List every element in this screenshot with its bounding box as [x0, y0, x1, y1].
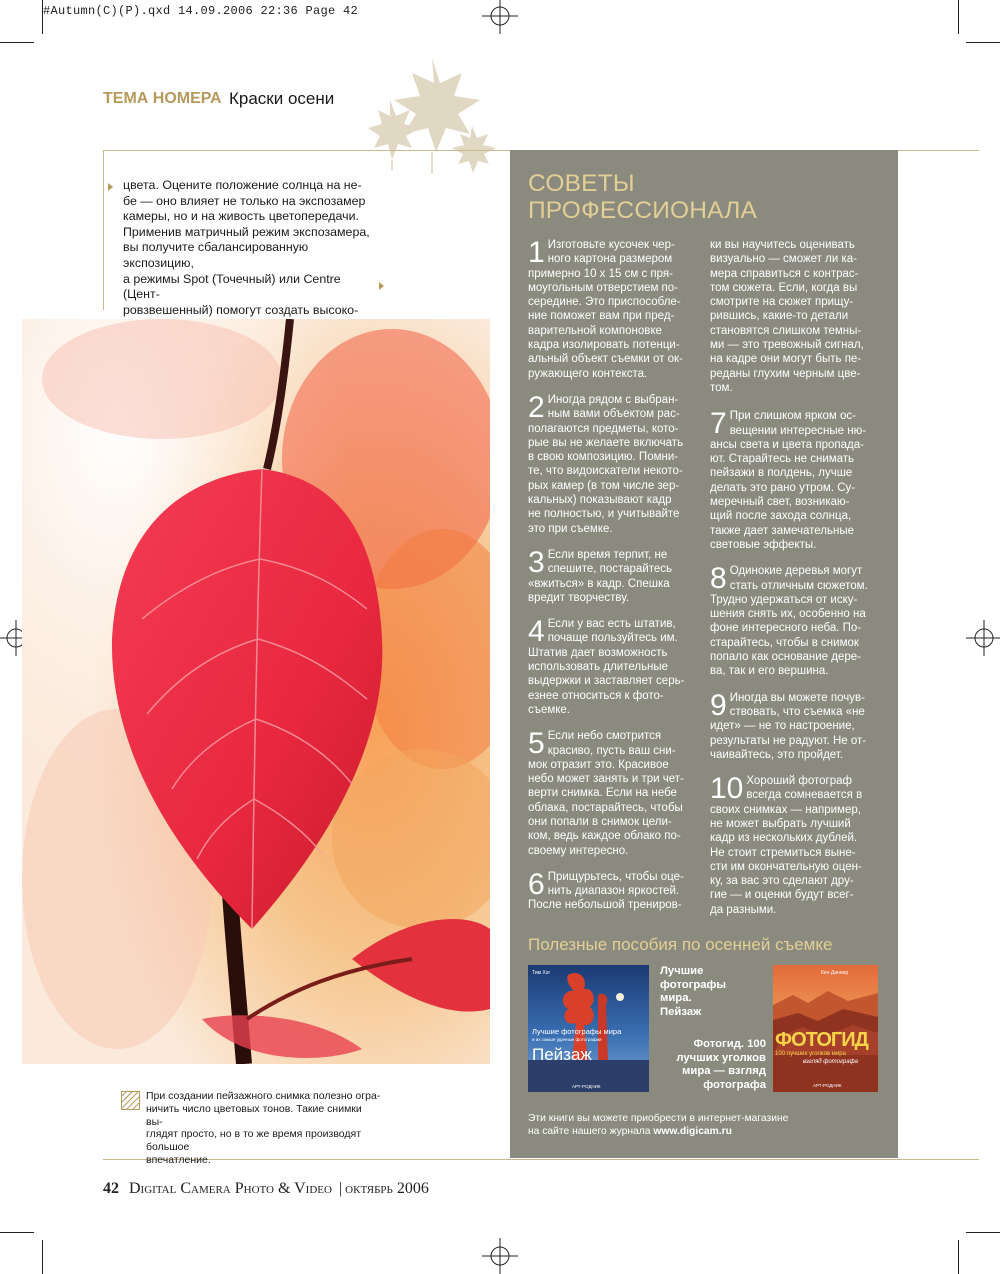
buy-note-line — [528, 1125, 858, 1138]
tip-line: Изготовьте кусочек чер- — [547, 239, 675, 251]
page-footer — [103, 1180, 429, 1198]
tip-line: щий после захода солнца, — [710, 510, 852, 523]
tip-line: кадра изолировать потенци- — [528, 339, 680, 352]
section-label: ТЕМА НОМЕРА — [103, 90, 222, 107]
tip-number: 6 — [528, 867, 545, 901]
book1-label — [660, 965, 760, 1019]
tip-line: пейзажи в полдень, лучше — [710, 467, 853, 480]
book2-cover-sub: взгляд фотографа — [803, 1059, 858, 1065]
tip-line: Не стоит стремиться выне- — [710, 846, 856, 859]
tip-line: выдержки и заставляет серь- — [528, 675, 685, 688]
book2-label-line: Фотогид. 100 — [693, 1038, 766, 1050]
tip-line: мера справиться с контрас- — [710, 267, 859, 280]
tip-line: ние поможет вам при пред- — [528, 310, 675, 323]
buy-note-prefix: на сайте нашего журнала — [528, 1126, 654, 1137]
registration-mark-right-icon — [966, 620, 1000, 656]
tip-line: не полностью, и учитывайте — [528, 508, 680, 521]
tip-line: красиво, пусть ваш сни- — [547, 744, 676, 757]
tip-line: Одинокие деревья могут — [729, 565, 863, 578]
tip-line: ствовать, что съемка «не — [729, 705, 865, 718]
tip-item — [710, 688, 878, 762]
caption-hatch-icon — [121, 1091, 140, 1110]
tip-number: 8 — [710, 562, 727, 596]
tip-line: Иногда рядом с выбран- — [547, 393, 679, 406]
tip-item — [710, 409, 878, 552]
tip-line: моугольным отверстием по- — [528, 281, 678, 294]
tip-line: середине. Это приспособле- — [528, 296, 681, 309]
tip-line: примерно 10 х 15 см с пря- — [528, 267, 673, 280]
tip-line: При слишком ярком ос- — [729, 410, 856, 423]
tip-line: Прищурьтесь, чтобы оце- — [547, 870, 684, 883]
book1-cover-title: Лучшие фотографы мира — [532, 1027, 622, 1036]
tip-line: сти им окончательную оцен- — [710, 860, 862, 873]
tip-line: варительной компоновке — [528, 324, 662, 337]
panel-title — [528, 170, 868, 224]
tip-line: ным вами объектом рас- — [547, 408, 680, 421]
book2-cover-big: ФОТОГИД — [775, 1029, 868, 1051]
buy-note — [528, 1112, 858, 1138]
intro-line: вы получите сбалансированную экспозицию, — [123, 240, 309, 270]
book2-label-line: лучших уголков — [676, 1051, 766, 1064]
book2-publisher: АРТ-РОДНИК — [813, 1083, 842, 1088]
tip-item — [528, 617, 696, 717]
magazine-name: Digital Camera Photo & Video — [129, 1180, 332, 1197]
tip-line: всегда сомневается в — [746, 789, 863, 802]
file-slug: #Autumn(C)(P).qxd 14.09.2006 22:36 Page 42 — [43, 4, 359, 18]
buy-note-line: Эти книги вы можете приобрести в интернет-магазине — [528, 1113, 789, 1124]
tip-item — [528, 729, 696, 858]
tip-line: на кадре они могут быть пе- — [710, 353, 862, 366]
tip-line: рые вы не желаете включать — [528, 436, 684, 449]
registration-mark-bottom-icon — [482, 1238, 518, 1274]
intro-line: бе — оно влияет не только на экспозамер — [123, 193, 366, 208]
book2-label-line: фотографа — [703, 1078, 766, 1091]
site-link[interactable]: www.digicam.ru — [653, 1126, 732, 1137]
tip-line: облака, постарайтесь, чтобы — [528, 801, 683, 814]
tip-line: в свою композицию. Помни- — [528, 451, 679, 464]
book1-label-line: фотографы мира. — [660, 978, 727, 1004]
tip-line: не может выбрать лучший — [710, 817, 851, 830]
tip-line: также дает замечательные — [710, 524, 855, 537]
tip-line: езнее относиться к фото- — [528, 689, 664, 702]
tip-line: ку, за вас это сделают дру- — [710, 875, 854, 888]
tip-line: Если небо смотрится — [547, 730, 662, 743]
registration-mark-top-icon — [482, 0, 518, 34]
book1-publisher: АРТ-РОДНИК — [572, 1084, 601, 1089]
book1-cover-subtitle: и их самые удачные фотографии — [532, 1037, 602, 1042]
tip-item — [528, 390, 696, 536]
tip-line: небо может занять и три чет- — [528, 773, 684, 786]
tip-item-continued — [710, 238, 878, 395]
caption-line: глядят просто, но в то же время производят большое — [146, 1128, 362, 1154]
intro-line: цвета. Оцените положение солнца на не- — [123, 178, 362, 192]
section-title: Краски осени — [229, 89, 335, 108]
tip-number: 7 — [710, 407, 727, 441]
tip-item — [710, 774, 878, 917]
tip-line: те, что видоискатели некото- — [528, 465, 683, 478]
tip-line: своему интересно. — [528, 844, 629, 857]
tip-number: 4 — [528, 615, 545, 649]
photo-caption — [146, 1090, 381, 1167]
intro-paragraph — [123, 178, 375, 334]
tip-line: верти снимка. Если на небе — [528, 787, 677, 800]
tip-line: спешите, постарайтесь — [547, 563, 673, 576]
tip-line: делать это рано утром. Су- — [710, 481, 856, 494]
intro-line: камеры, но и на живость цветопередачи. — [123, 209, 359, 224]
issue-date: октябрь 2006 — [345, 1180, 429, 1197]
tip-line: кальных) показывают кадр — [528, 494, 672, 507]
tip-line: ружающего контекста. — [528, 367, 648, 380]
tip-line: полагаются предметы, кото- — [528, 422, 679, 435]
continue-marker-icon — [108, 183, 113, 191]
tip-line: вещении интересные ню- — [729, 424, 867, 437]
tip-line: рых камер (в том числе зер- — [528, 479, 680, 492]
tip-line: съемке. — [528, 703, 570, 716]
tip-line: том. — [710, 381, 733, 394]
tips-column-1 — [528, 238, 696, 925]
tip-line: ют. Старайтесь не снимать — [710, 453, 855, 466]
book2-author: Кен Даннер — [821, 970, 849, 976]
tip-line: ки вы научитесь оценивать — [710, 239, 855, 251]
book2-label-line: мира — взгляд — [682, 1065, 766, 1077]
tip-number: 9 — [710, 688, 727, 722]
book2-label — [660, 1038, 766, 1092]
tip-item — [528, 545, 696, 605]
tip-line: ком, ведь каждое облако по- — [528, 830, 681, 843]
tip-number: 5 — [528, 727, 545, 761]
tip-line: меречный свет, возникаю- — [710, 496, 850, 509]
tip-line: попало как основание дере- — [710, 651, 861, 664]
book1-cover-big: Пейзаж — [532, 1045, 592, 1064]
caption-line: впечатление. — [146, 1153, 211, 1166]
books-section-title: Полезные пособия по осенней съемке — [528, 935, 833, 954]
tip-line: смотрите на сюжет прищу- — [710, 296, 854, 309]
tip-line: «вжиться» в кадр. Спешка — [528, 577, 670, 590]
intro-line: ровзвешенный) помогут создать высоко- — [123, 302, 359, 317]
tip-line: ансы света и цвета пропада- — [710, 438, 864, 451]
tip-line: ва, так и его вершина. — [710, 665, 829, 678]
tip-line: Штатив дает возможность — [528, 646, 668, 659]
tip-line: чаивайтесь, это пройдет. — [710, 748, 843, 761]
tip-line: гие — и оценки будут всег- — [710, 889, 854, 902]
tip-number: 10 — [710, 772, 744, 806]
intro-line: Применив матричный режим экспозамера, — [123, 224, 370, 239]
book1-label-line: Лучшие — [660, 965, 704, 977]
footer-separator: | — [338, 1180, 343, 1197]
tip-line: шения снять их, особенно на — [710, 608, 866, 621]
tip-line: вредит творчеству. — [528, 591, 630, 604]
tip-line: фоне интересного неба. По- — [710, 622, 862, 635]
tip-line: становятся слишком темны- — [710, 324, 862, 337]
caption-line: При создании пейзажного снимка полезно огра- — [146, 1090, 381, 1102]
tip-line: да разными. — [710, 903, 777, 916]
tip-line: Если время терпит, не — [547, 548, 668, 561]
tip-item — [710, 564, 878, 678]
tips-column-2 — [710, 238, 878, 929]
caption-line: ничить число цветовых тонов. Такие снимки вы- — [146, 1102, 362, 1128]
tip-line: рившись, какие-то детали — [710, 310, 849, 323]
tip-line: использовать длительные — [528, 661, 669, 674]
tip-line: результаты не радуют. Не от- — [710, 734, 867, 747]
book1-author: Тим Хэг — [532, 970, 551, 976]
intro-line: а режимы Spot (Точечный) или Centre (Цент- — [123, 271, 341, 302]
tip-line: это при съемке. — [528, 522, 613, 535]
tip-line: стать отличным сюжетом. — [729, 579, 868, 592]
tip-line: старайтесь, чтобы в снимок — [710, 636, 859, 649]
tip-line: альный объект съемки от ок- — [528, 353, 683, 366]
book-cover-photoguide — [773, 965, 878, 1092]
tip-line: мок отразит это. Красивое — [528, 758, 669, 771]
tip-number: 2 — [528, 390, 545, 424]
tip-number: 1 — [528, 236, 545, 269]
tip-line: Иногда вы можете почув- — [729, 691, 865, 704]
tip-line: ного картона размером — [547, 253, 673, 266]
tip-line: том сюжета. Если, когда вы — [710, 281, 858, 294]
panel-title-line: СОВЕТЫ — [528, 170, 635, 197]
tip-line: своих снимках — например, — [710, 803, 861, 816]
tip-line: реданы глухим черным цве- — [710, 367, 861, 380]
tip-line: Хороший фотограф — [746, 775, 852, 788]
tip-line: почаще пользуйтесь им. — [547, 632, 678, 645]
panel-title-line: ПРОФЕССИОНАЛА — [528, 197, 758, 224]
tip-line: Если у вас есть штатив, — [547, 618, 676, 631]
tip-line: Трудно удержаться от иску- — [710, 593, 858, 606]
red-leaf-photo — [22, 319, 490, 1064]
page-number: 42 — [103, 1180, 119, 1197]
tip-line: кадр из нескольких дублей. — [710, 832, 858, 845]
tip-item — [528, 238, 696, 381]
tip-line: световые эффекты. — [710, 538, 817, 551]
book-cover-landscape — [528, 965, 649, 1092]
book2-cover-line: 100 лучших уголков мира — [775, 1051, 846, 1057]
tip-line: визуально — сможет ли ка- — [710, 253, 857, 266]
tip-line: они попали в снимок цели- — [528, 815, 672, 828]
end-marker-icon — [379, 282, 384, 290]
intro-left-rule — [103, 150, 104, 310]
tip-line: идет» — не то настроение, — [710, 720, 855, 733]
book1-label-line: Пейзаж — [660, 1005, 702, 1018]
tip-line: После небольшой трениров- — [528, 899, 682, 912]
tip-line: ми — это тревожный сигнал, — [710, 339, 864, 352]
tip-number: 3 — [528, 545, 545, 579]
tip-line: нить диапазон яркостей. — [547, 885, 680, 898]
pro-tips-panel — [510, 150, 898, 1158]
tip-item — [528, 867, 696, 913]
maple-leaves-decoration-icon — [362, 48, 502, 178]
